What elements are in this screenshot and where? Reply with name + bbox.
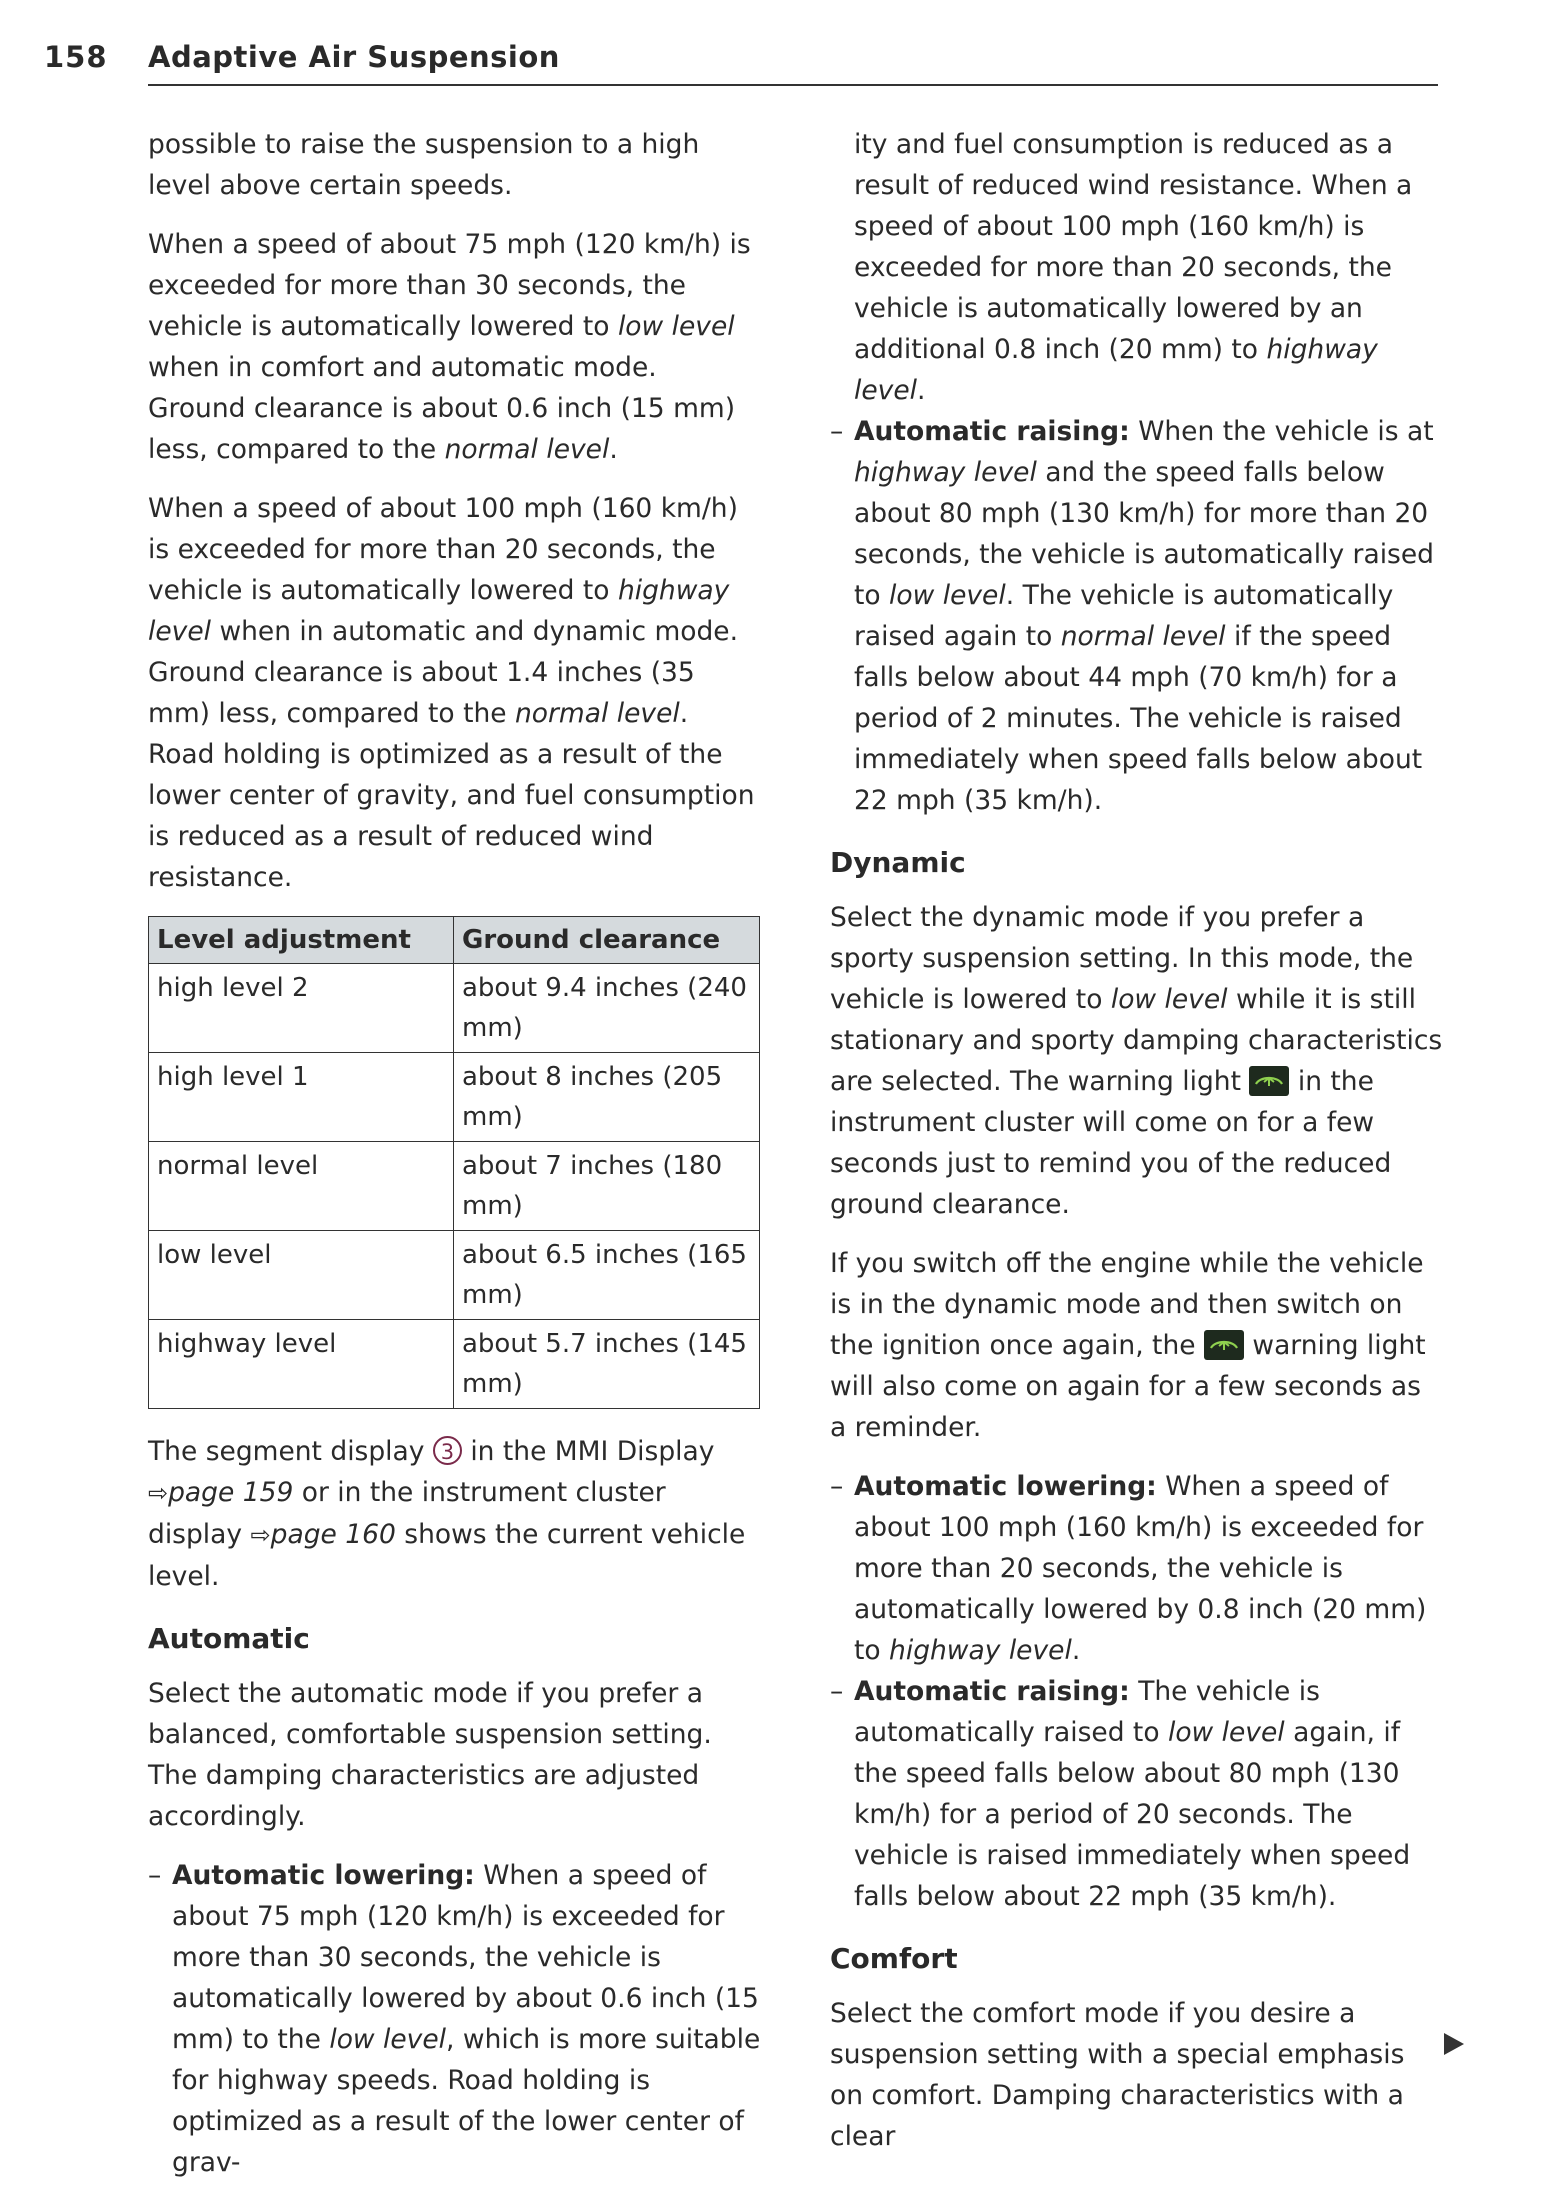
paragraph-segment-display: The segment display 3 in the MMI Display ⇨page 159 or in the instrument cluster display ⇨page 160 shows the current vehicle level.	[148, 1436, 746, 1592]
suspension-warning-icon	[1249, 1066, 1289, 1096]
table-cell-clearance: about 8 inches (205 mm)	[454, 1053, 760, 1142]
table-cell-clearance: about 9.4 inches (240 mm)	[454, 964, 760, 1053]
table-cell-level: low level	[149, 1231, 454, 1320]
cross-reference-arrow-icon: ⇨	[250, 1521, 271, 1549]
paragraph-dynamic-2: If you switch off the engine while the vehicle is in the dynamic mode and then switch on the ignition once again, the warning light will also come on again for a few seconds as a reminder.	[830, 1248, 1426, 1443]
table-cell-level: highway level	[149, 1320, 454, 1409]
paragraph-100mph: When a speed of about 100 mph (160 km/h) is exceeded for more than 20 seconds, the vehicle is automatically lowered to highway level when in automatic and dynamic mode. Ground clearance is about 1.4 inches (35 mm) less, compared to the normal level. Road holding is optimized as a result of the lower center of gravity, and fuel consumption is reduced as a result of reduced wind resistance.	[148, 493, 755, 893]
right-column	[830, 124, 1445, 2175]
table-header-row	[149, 917, 760, 964]
heading-dynamic: Dynamic	[830, 846, 966, 879]
paragraph-dynamic-1: Select the dynamic mode if you prefer a sporty suspension setting. In this mode, the vehicle is lowered to low level while it is still stationary and sporty damping characteristics are selected. The warning light in the instrument cluster will come on for a few seconds just to remind you of the reduced ground clearance.	[830, 902, 1443, 1220]
header-rule	[148, 84, 1438, 86]
heading-comfort: Comfort	[830, 1942, 958, 1975]
callout-number-icon: 3	[433, 1436, 462, 1465]
table-cell-clearance: about 7 inches (180 mm)	[454, 1142, 760, 1231]
table-cell-level: high level 2	[149, 964, 454, 1053]
bullet-automatic-raising: – Automatic raising: When the vehicle is at highway level and the speed falls below about 80 mph (130 km/h) for more than 20 seconds, the vehicle is automatically raised to low level. The vehicle is automatically raised again to normal level if the speed falls below about 44 mph (70 km/h) for a period of 2 minutes. The vehicle is raised immediately when speed falls below about 22 mph (35 km/h).	[830, 411, 1445, 821]
running-head-title: Adaptive Air Suspension	[148, 40, 560, 74]
bullet-automatic-lowering: – Automatic lowering: When a speed of about 75 mph (120 km/h) is exceeded for more than 30 seconds, the vehicle is automatically lowered by about 0.6 inch (15 mm) to the low level, which is more suitable for highway speeds. Road holding is optimized as a result of the lower center of grav-	[148, 1855, 762, 2183]
table-cell-level: high level 1	[149, 1053, 454, 1142]
table-row	[149, 964, 760, 1053]
bullet-dynamic-lowering: – Automatic lowering: When a speed of about 100 mph (160 km/h) is exceeded for more than 20 seconds, the vehicle is automatically lowered by 0.8 inch (20 mm) to highway level.	[830, 1466, 1445, 1671]
bullet-dynamic-raising: – Automatic raising: The vehicle is automatically raised to low level again, if the speed falls below about 80 mph (130 km/h) for a period of 20 seconds. The vehicle is raised immediately when speed falls below about 22 mph (35 km/h).	[830, 1671, 1445, 1917]
table-row	[149, 1053, 760, 1142]
table-row	[149, 1320, 760, 1409]
suspension-warning-icon	[1204, 1330, 1244, 1360]
table-cell-level: normal level	[149, 1142, 454, 1231]
paragraph-raise: possible to raise the suspension to a high level above certain speeds.	[148, 129, 700, 201]
left-column	[148, 124, 762, 2183]
table-cell-clearance: about 6.5 inches (165 mm)	[454, 1231, 760, 1320]
cross-reference-arrow-icon: ⇨	[148, 1479, 169, 1507]
paragraph-75mph: When a speed of about 75 mph (120 km/h) is exceeded for more than 30 seconds, the vehicle is automatically lowered to low level when in comfort and automatic mode. Ground clearance is about 0.6 inch (15 mm) less, compared to the normal level.	[148, 229, 751, 465]
continue-arrow-icon	[1444, 2033, 1464, 2055]
heading-automatic: Automatic	[148, 1622, 310, 1655]
page-link-160[interactable]: page 160	[270, 1519, 396, 1550]
table-header-level: Level adjustment	[149, 917, 454, 964]
paragraph-comfort: Select the comfort mode if you desire a suspension setting with a special emphasis on comfort. Damping characteristics with a clear	[830, 1998, 1405, 2152]
table-row	[149, 1231, 760, 1320]
table-header-clearance: Ground clearance	[454, 917, 760, 964]
paragraph-continuation: ity and fuel consumption is reduced as a result of reduced wind resistance. When a speed of about 100 mph (160 km/h) is exceeded for more than 20 seconds, the vehicle is automatically lowered by an additional 0.8 inch (20 mm) to highway level.	[854, 129, 1413, 406]
page-link-159[interactable]: page 159	[168, 1477, 294, 1508]
page-number: 158	[44, 40, 108, 74]
table-row	[149, 1142, 760, 1231]
level-table	[148, 916, 760, 1409]
table-cell-clearance: about 5.7 inches (145 mm)	[454, 1320, 760, 1409]
paragraph-automatic: Select the automatic mode if you prefer a balanced, comfortable suspension setting. The damping characteristics are adjusted accordingly.	[148, 1678, 712, 1832]
